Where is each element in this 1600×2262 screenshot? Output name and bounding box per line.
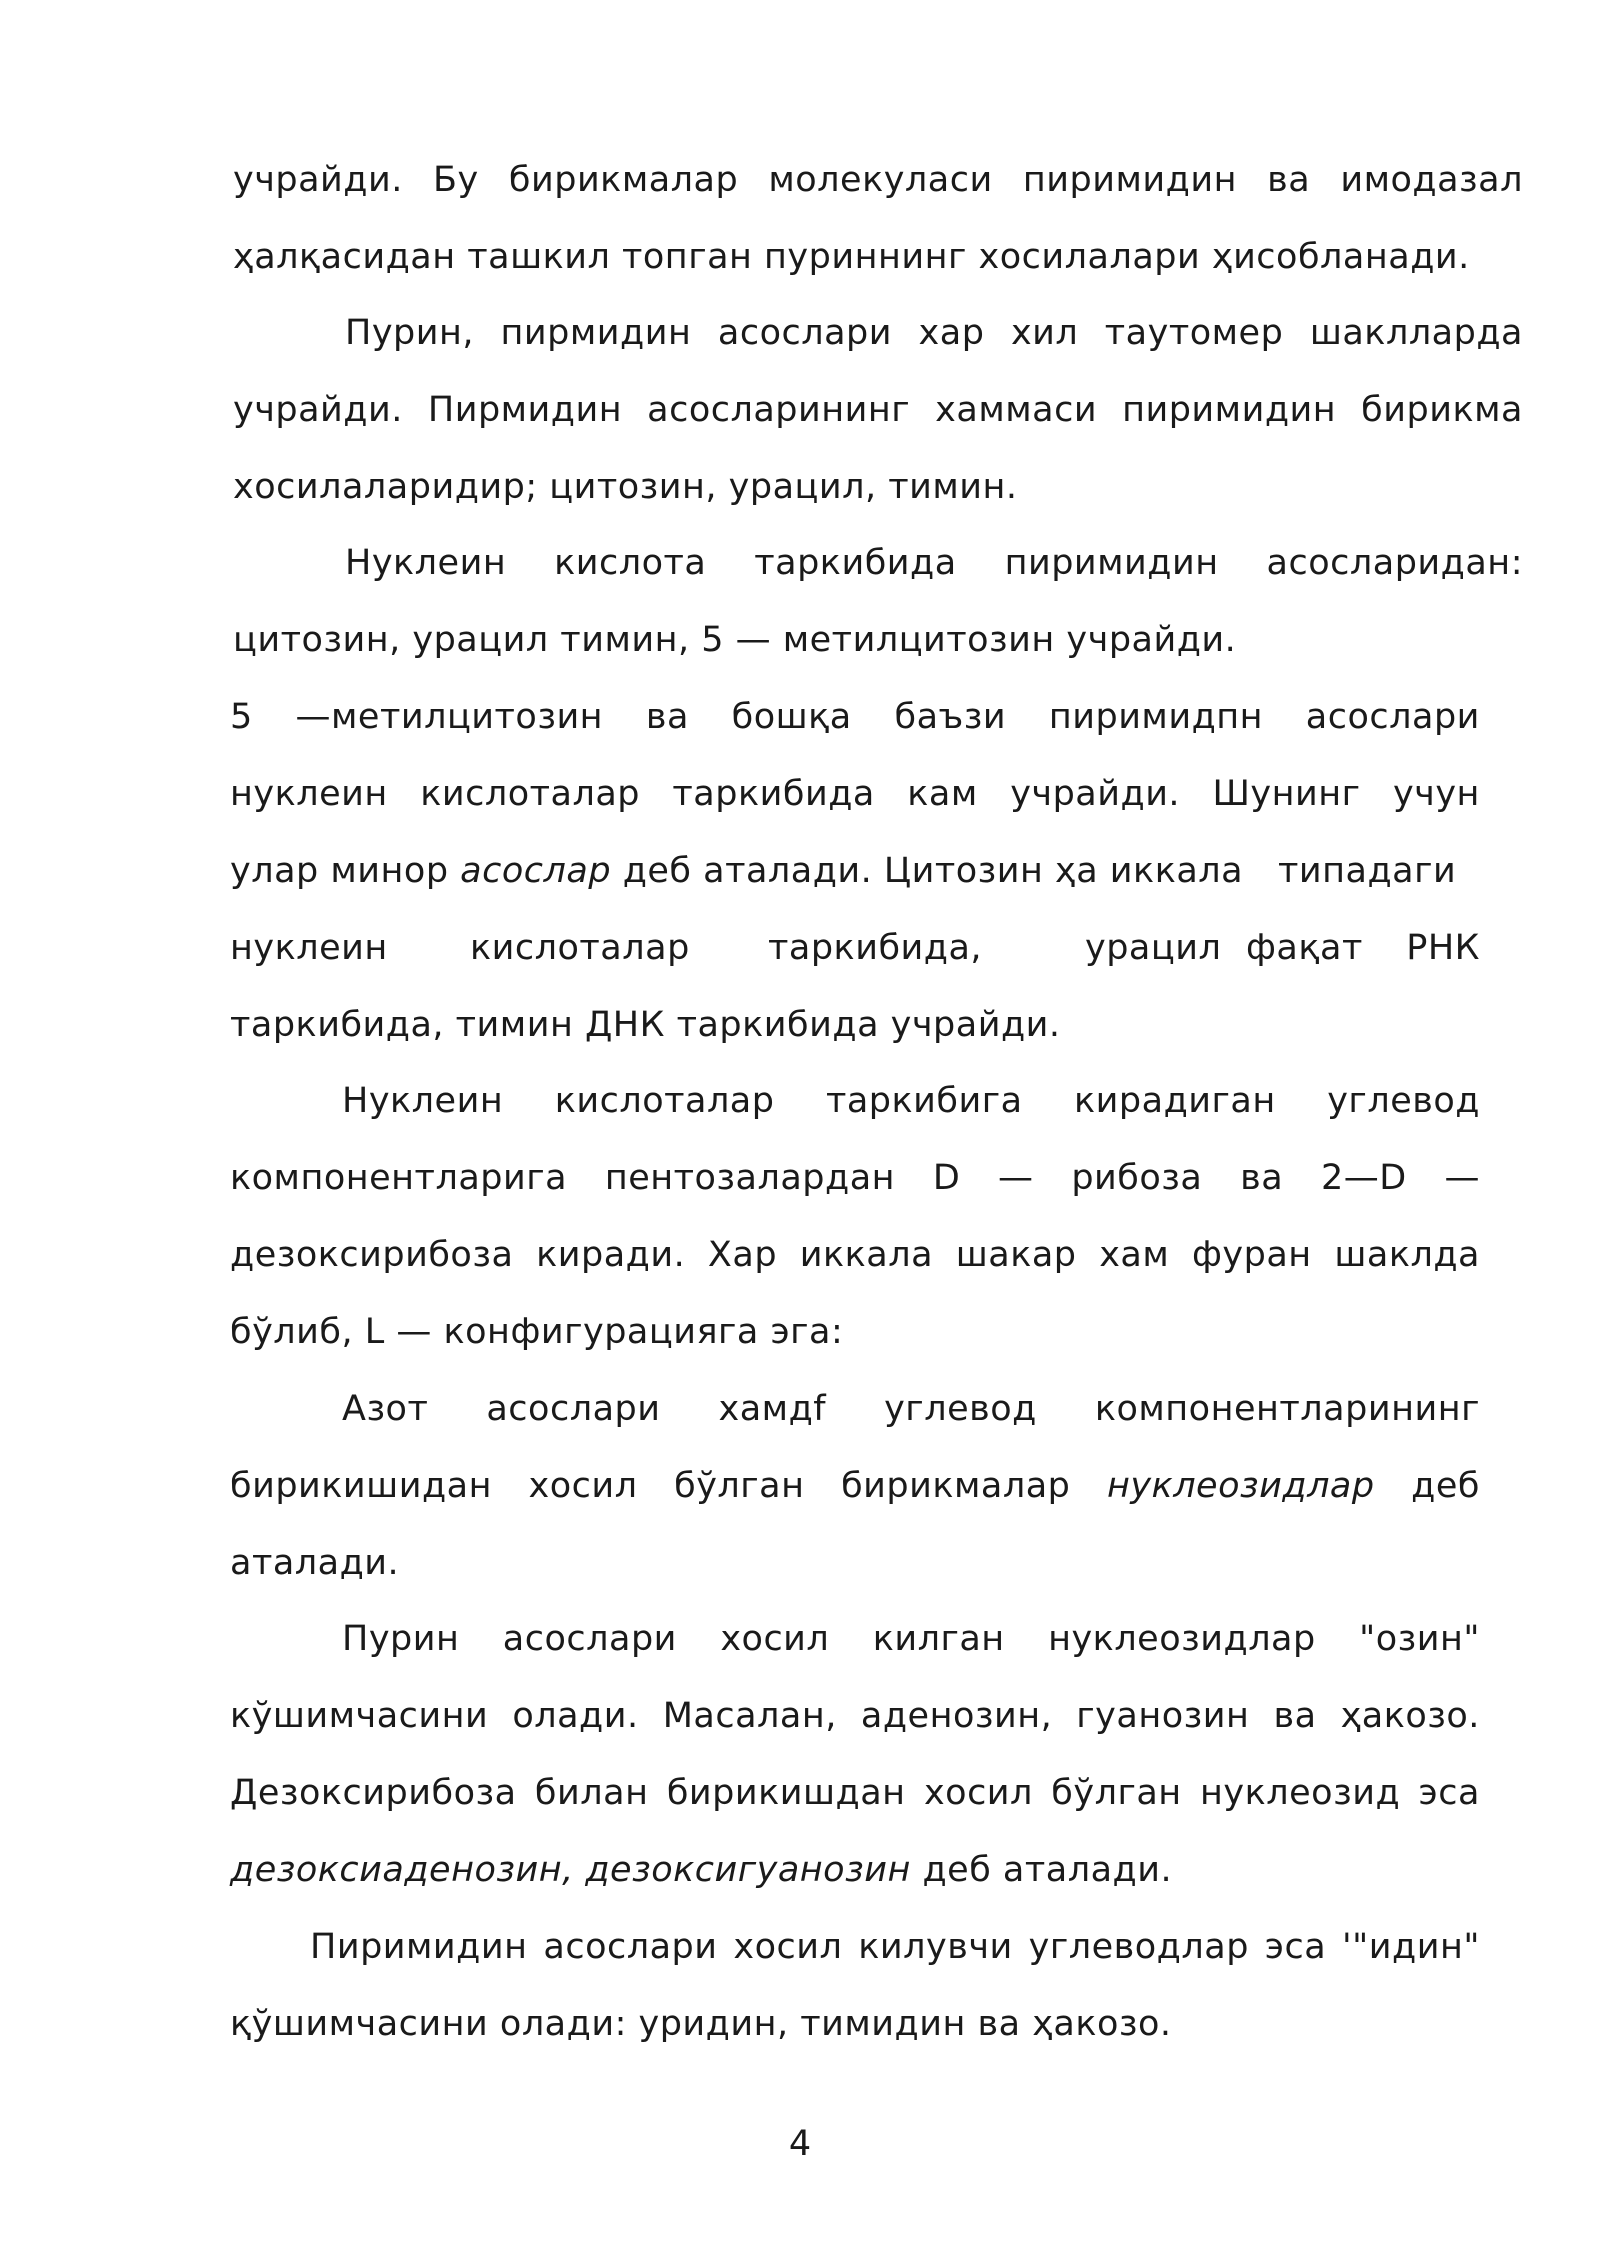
word: Нуклеин — [342, 1081, 504, 1121]
word: шакар — [955, 1235, 1077, 1275]
word: кислоталар — [554, 1081, 775, 1121]
word: пиримидин — [1022, 160, 1237, 200]
word: фақат — [1246, 928, 1363, 968]
word: —метилцитозин — [295, 697, 604, 737]
word: хосил — [733, 1927, 843, 1967]
word: пирмидин — [500, 313, 692, 353]
word: бўлган — [674, 1466, 805, 1506]
text-line — [230, 1156, 1480, 1200]
word: D — [932, 1158, 961, 1198]
word: эса — [1264, 1927, 1327, 1967]
text-line — [230, 1464, 1480, 1508]
paragraph-start-line — [342, 1387, 1480, 1431]
word: рибоза — [1071, 1158, 1203, 1198]
word: таркибида — [754, 543, 957, 583]
word: Масалан, — [662, 1696, 837, 1736]
word: нуклеин — [230, 928, 388, 968]
word: углеводлар — [1028, 1927, 1249, 1967]
word: РНК — [1406, 928, 1480, 968]
word: хосил — [720, 1619, 830, 1659]
word: углевод — [1327, 1081, 1480, 1121]
word: учрайди. — [1010, 774, 1181, 814]
word: Хар — [707, 1235, 778, 1275]
word: Бу — [433, 160, 479, 200]
word: 5 — [230, 697, 253, 737]
word: шаклларда — [1309, 313, 1523, 353]
word: шаклда — [1334, 1235, 1480, 1275]
word: таркибида, — [768, 928, 983, 968]
word: Пурин, — [345, 313, 475, 353]
word: бирикма — [1361, 390, 1523, 430]
word: учрайди. — [233, 390, 403, 430]
word: кирадиган — [1074, 1081, 1276, 1121]
text-line — [233, 388, 1523, 432]
text-line: цитозин, урацил тимин, 5 — метилцитозин учрайди. — [233, 620, 1237, 660]
italic-term: асослар — [460, 851, 612, 891]
word: компонентларининг — [1094, 1389, 1480, 1429]
word: учрайди. — [233, 160, 403, 200]
word: бошқа — [731, 697, 852, 737]
word: хам — [1099, 1235, 1170, 1275]
word: хил — [1010, 313, 1079, 353]
text-line — [230, 1694, 1480, 1738]
text-line — [230, 772, 1480, 816]
word: — — [998, 1158, 1034, 1198]
word: имодазал — [1340, 160, 1523, 200]
word: пиримидин — [1004, 543, 1219, 583]
word: таркибида — [672, 774, 875, 814]
word: молекуласи — [768, 160, 993, 200]
text-line — [230, 1233, 1480, 1277]
italic-term: нуклеозидлар — [1106, 1466, 1375, 1506]
word: ва — [1267, 160, 1311, 200]
word: бирикишдан — [666, 1773, 906, 1813]
word: асосларининг — [647, 390, 911, 430]
word: эса — [1418, 1773, 1480, 1813]
text-line — [230, 1848, 1480, 1892]
word: бирикмалар — [508, 160, 739, 200]
word: килган — [872, 1619, 1005, 1659]
word: Шунинг — [1212, 774, 1361, 814]
word: киради. — [536, 1235, 686, 1275]
word: ва — [645, 697, 689, 737]
text-run: деб аталади. — [910, 1850, 1173, 1890]
word: асослари — [486, 1389, 661, 1429]
word: Пурин — [342, 1619, 460, 1659]
text-run: деб аталади. Цитозин ҳа иккала типадаги — [611, 851, 1457, 891]
word: Пиримидин — [310, 1927, 528, 1967]
word: углевод — [884, 1389, 1037, 1429]
word: ва — [1240, 1158, 1284, 1198]
text-line — [233, 158, 1523, 202]
word: компонентларига — [230, 1158, 568, 1198]
word: кислоталар — [470, 928, 690, 968]
word: хар — [918, 313, 985, 353]
word: хаммаси — [935, 390, 1098, 430]
word: нуклеозид — [1200, 1773, 1401, 1813]
word: иккала — [799, 1235, 934, 1275]
word: асослари — [502, 1619, 677, 1659]
word: пиримидпн — [1048, 697, 1264, 737]
word: баъзи — [894, 697, 1007, 737]
word: нуклеозидлар — [1048, 1619, 1316, 1659]
word: пентозалардан — [604, 1158, 896, 1198]
word: асослари — [717, 313, 893, 353]
word: фуран — [1191, 1235, 1312, 1275]
word: ҳакозо. — [1340, 1696, 1480, 1736]
paragraph-start-line — [342, 1079, 1480, 1123]
word: "озин" — [1359, 1619, 1480, 1659]
word: кўшимчасини — [230, 1696, 489, 1736]
text-line: аталади. — [230, 1543, 400, 1583]
word: хамдf — [718, 1389, 827, 1429]
word: гуанозин — [1076, 1696, 1250, 1736]
word: — — [1444, 1158, 1480, 1198]
word: Нуклеин — [345, 543, 507, 583]
text-line: қўшимчасини олади: уридин, тимидин ва ҳакозо. — [230, 2004, 1172, 2044]
word: кислота — [554, 543, 707, 583]
text-line — [230, 1771, 1480, 1815]
word: деб — [1411, 1466, 1480, 1506]
italic-term: дезоксиаденозин, дезоксигуанозин — [230, 1850, 911, 1890]
word: асослари — [1305, 697, 1480, 737]
page-number: 4 — [788, 2124, 812, 2164]
word: аденозин, — [860, 1696, 1053, 1736]
word: Азот — [342, 1389, 429, 1429]
paragraph-start-line — [310, 1925, 1480, 1969]
text-line: бўлиб, L — конфигурацияга эга: — [230, 1312, 844, 1352]
word: нуклеин — [230, 774, 388, 814]
word: билан — [534, 1773, 649, 1813]
paragraph-start-line — [342, 1617, 1480, 1661]
word: бирикишидан — [230, 1466, 492, 1506]
word: учун — [1392, 774, 1480, 814]
word: олади. — [512, 1696, 639, 1736]
word: кислоталар — [420, 774, 640, 814]
text-line — [230, 695, 1480, 739]
text-line: таркибида, тимин ДНК таркибида учрайди. — [230, 1005, 1061, 1045]
text-run: улар минор — [230, 851, 461, 891]
paragraph-start-line — [345, 541, 1523, 585]
word: бўлган — [1051, 1773, 1182, 1813]
word: '"идин" — [1342, 1927, 1480, 1967]
word: хосил — [528, 1466, 638, 1506]
word: Пирмидин — [427, 390, 623, 430]
word: 2—D — [1320, 1158, 1407, 1198]
paragraph-start-line — [345, 311, 1523, 355]
word: бирикмалар — [841, 1466, 1071, 1506]
word: хосил — [923, 1773, 1033, 1813]
word: ва — [1273, 1696, 1317, 1736]
word: килувчи — [858, 1927, 1013, 1967]
text-line: хосилаларидир; цитозин, урацил, тимин. — [233, 467, 1018, 507]
word: Дезоксирибоза — [230, 1773, 517, 1813]
word: пиримидин — [1122, 390, 1337, 430]
word: кам — [907, 774, 978, 814]
word: таркибига — [825, 1081, 1023, 1121]
word: асослари — [543, 1927, 718, 1967]
text-line: ҳалқасидан ташкил топган пуриннинг хосилалари ҳисобланади. — [233, 237, 1470, 277]
text-line — [230, 849, 1480, 893]
word: дезоксирибоза — [230, 1235, 514, 1275]
word: урацил — [1085, 928, 1222, 968]
word: асосларидан: — [1266, 543, 1523, 583]
word: таутомер — [1104, 313, 1284, 353]
